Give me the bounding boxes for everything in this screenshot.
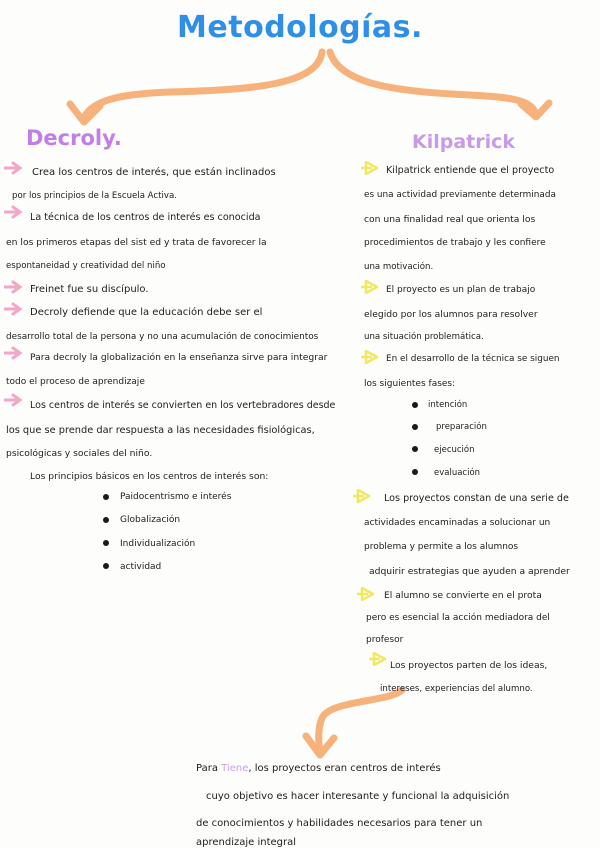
page-title: Metodologías. bbox=[177, 10, 423, 45]
decroly-principle: Individualización bbox=[120, 539, 196, 549]
kilpatrick-line: procedimientos de trabajo y les confiere bbox=[364, 238, 546, 248]
decroly-line: desarrollo total de la persona y no una acumulación de conocimientos bbox=[6, 332, 319, 342]
kilpatrick-line: elegido por los alumnos para resolver bbox=[364, 309, 538, 320]
kilpatrick-line: una motivación. bbox=[364, 262, 434, 272]
kilpatrick-line: actividades encaminadas a solucionar un bbox=[364, 518, 551, 528]
footer-rest: , los proyectos eran centros de interés bbox=[248, 763, 441, 774]
decroly-line: Los centros de interés se convierten en los vertebradores desde bbox=[30, 400, 336, 411]
phase-label: preparación bbox=[436, 422, 487, 432]
kilpatrick-line: una situación problemática. bbox=[364, 332, 484, 342]
decroly-line: por los principios de la Escuela Activa. bbox=[12, 191, 177, 201]
kilpatrick-line: problema y permite a los alumnos bbox=[364, 542, 519, 552]
bullet-dot-icon bbox=[412, 402, 418, 408]
bullet-dot-icon bbox=[103, 563, 109, 569]
decroly-line: todo el proceso de aprendizaje bbox=[6, 377, 145, 387]
bullet-dot-icon bbox=[103, 517, 109, 523]
bullet-dot-icon bbox=[103, 540, 109, 546]
pink-arrow-icon bbox=[4, 161, 26, 175]
yellow-arrow-icon bbox=[356, 587, 378, 601]
pink-arrow-icon bbox=[4, 346, 26, 360]
pink-arrow-icon bbox=[4, 280, 26, 294]
yellow-arrow-icon bbox=[368, 652, 390, 666]
footer-line: de conocimientos y habilidades necesarios para tener un bbox=[196, 818, 483, 829]
decroly-line: en los primeros etapas del sist ed y trata de favorecer la bbox=[6, 237, 267, 248]
pink-arrow-icon bbox=[4, 205, 26, 219]
kilpatrick-line: El alumno se convierte en el prota bbox=[384, 590, 542, 601]
decroly-line: Para decroly la globalización en la enseñanza sirve para integrar bbox=[30, 352, 328, 363]
footer-line: cuyo objetivo es hacer interesante y funcional la adquisición bbox=[206, 791, 510, 802]
phase-label: ejecución bbox=[434, 445, 475, 455]
yellow-arrow-icon bbox=[360, 161, 382, 175]
decroly-line: Los principios básicos en los centros de interés son: bbox=[30, 471, 269, 482]
footer-author: Tiene bbox=[221, 763, 249, 774]
pink-arrow-icon bbox=[4, 302, 26, 316]
phase-label: evaluación bbox=[434, 468, 481, 478]
decroly-line: espontaneidad y creatividad del niño bbox=[6, 261, 166, 271]
decroly-line: Freinet fue su discípulo. bbox=[30, 284, 149, 295]
kilpatrick-line: Los proyectos constan de una serie de bbox=[384, 493, 569, 504]
decroly-line: psicológicas y sociales del niño. bbox=[6, 448, 153, 459]
kilpatrick-heading: Kilpatrick bbox=[412, 131, 516, 153]
decroly-principle: Paidocentrismo e interés bbox=[120, 492, 232, 502]
kilpatrick-line: pero es esencial la acción mediadora del bbox=[366, 613, 550, 623]
yellow-arrow-icon bbox=[360, 280, 382, 294]
decroly-line: La técnica de los centros de interés es conocida bbox=[30, 212, 261, 223]
decroly-line: Decroly defiende que la educación debe ser el bbox=[30, 307, 263, 318]
bullet-dot-icon bbox=[412, 424, 418, 430]
yellow-arrow-icon bbox=[352, 489, 374, 503]
bullet-dot-icon bbox=[103, 494, 109, 500]
decroly-line: los que se prende dar respuesta a las necesidades fisiológicas, bbox=[6, 425, 315, 436]
footer-prefix: Para bbox=[196, 763, 218, 774]
bullet-dot-icon bbox=[412, 469, 418, 475]
kilpatrick-line: con una finalidad real que orienta los bbox=[364, 214, 536, 225]
decroly-heading: Decroly. bbox=[26, 126, 122, 150]
kilpatrick-line: Los proyectos parten de los ideas, bbox=[390, 660, 548, 671]
pink-arrow-icon bbox=[4, 393, 26, 407]
kilpatrick-line: El proyecto es un plan de trabajo bbox=[386, 285, 536, 295]
decroly-line: Crea los centros de interés, que están inclinados bbox=[32, 167, 276, 178]
kilpatrick-line: es una actividad previamente determinada bbox=[364, 190, 556, 200]
bullet-dot-icon bbox=[412, 446, 418, 452]
decroly-principle: Globalización bbox=[120, 515, 181, 525]
decroly-principle: actividad bbox=[120, 562, 162, 572]
phase-label: intención bbox=[428, 400, 468, 410]
footer-first-line bbox=[196, 764, 441, 774]
yellow-arrow-icon bbox=[360, 350, 382, 364]
kilpatrick-line: profesor bbox=[366, 635, 404, 645]
kilpatrick-line: los siguientes fases: bbox=[364, 379, 456, 389]
kilpatrick-line: Kilpatrick entiende que el proyecto bbox=[386, 165, 555, 176]
kilpatrick-line: intereses, experiencias del alumno. bbox=[380, 684, 533, 694]
kilpatrick-line: En el desarrollo de la técnica se siguen bbox=[386, 354, 560, 364]
kilpatrick-line: adquirir estrategias que ayuden a aprender bbox=[369, 566, 570, 577]
footer-line: aprendizaje integral bbox=[196, 837, 297, 848]
